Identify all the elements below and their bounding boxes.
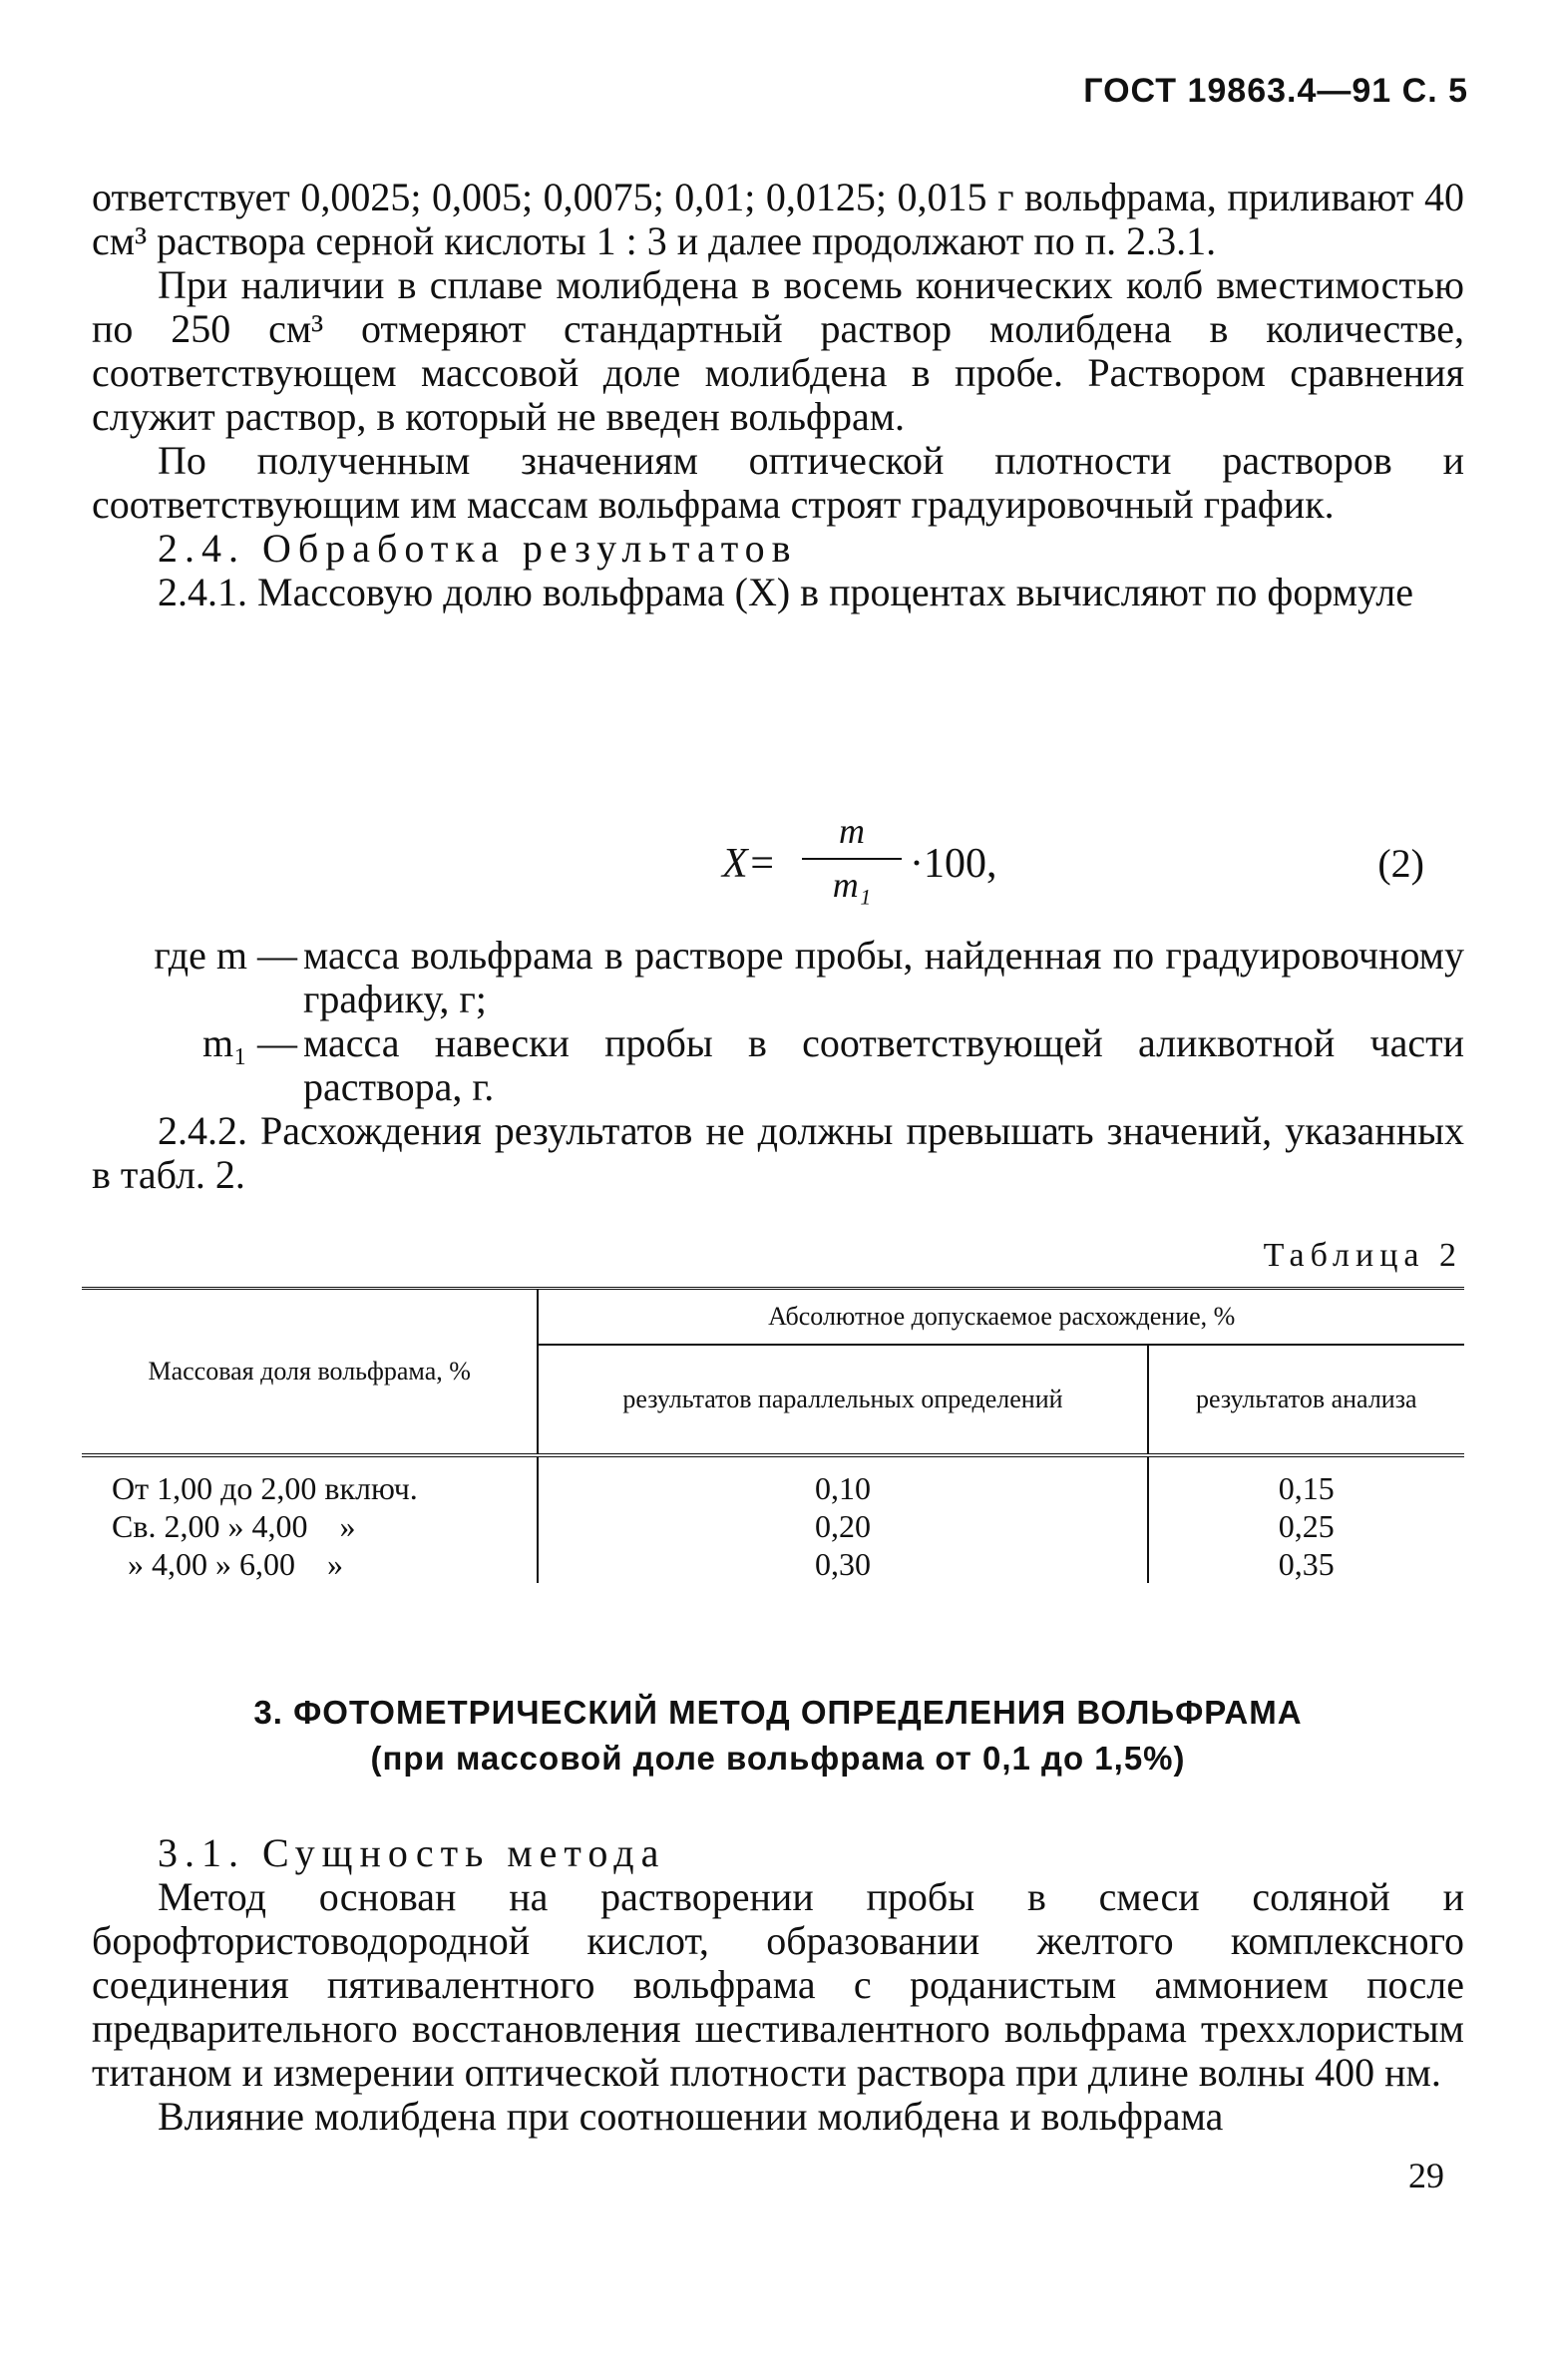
- paragraph-calibration-graph: По полученным значениям оптической плотности растворов и соответствующим им массам вольфрама строят градуировочный график.: [92, 438, 1464, 527]
- formula-denominator: m₁: [832, 865, 872, 905]
- page-number: 29: [1408, 2156, 1444, 2195]
- cell-range: Св. 2,00 » 4,00 »: [112, 1508, 356, 1544]
- col-header-parallel: результатов параллельных определений: [538, 1345, 1147, 1455]
- paragraph-molybdenum-influence: Влияние молибдена при соотношении молибдена и вольфрама: [158, 2094, 1224, 2139]
- col-header-analysis: результатов анализа: [1148, 1345, 1465, 1455]
- section-3-title: [92, 1690, 1464, 1782]
- table-2: [82, 1287, 1464, 1583]
- fraction-bar: [802, 858, 902, 860]
- section-title-line: 3. ФОТОМЕТРИЧЕСКИЙ МЕТОД ОПРЕДЕЛЕНИЯ ВОЛЬФРАМА: [253, 1694, 1303, 1731]
- paragraph-continuation: ответствует 0,0025; 0,005; 0,0075; 0,01; 0,0125; 0,015 г вольфрама, приливают 40 см³ раствора серной кислоты 1 : 3 и далее продолжают по п. 2.3.1.: [92, 175, 1464, 263]
- formula-fraction: [802, 810, 902, 906]
- subheading-3-1: 3.1. Сущность метода: [158, 1830, 666, 1875]
- cell-analysis: 0,35: [1148, 1545, 1465, 1583]
- cell-range: От 1,00 до 2,00 включ.: [112, 1470, 418, 1506]
- cell-range: » 4,00 » 6,00 »: [112, 1546, 343, 1582]
- definition-m1: [92, 1021, 1464, 1109]
- subheading-2-4: 2.4. Обработка результатов: [158, 526, 798, 571]
- cell-parallel: 0,20: [538, 1507, 1147, 1545]
- cell-parallel: 0,10: [538, 1469, 1147, 1507]
- formula-definitions: [92, 934, 1464, 1109]
- body-text-section-3: [92, 1831, 1464, 2139]
- table-header-row: [82, 1289, 1464, 1346]
- definition-m: [92, 934, 1464, 1021]
- body-text-2-4-2: [92, 1109, 1464, 1197]
- paragraph-method-essence: Метод основан на растворении пробы в смеси соляной и борофтористоводородной кислот, образовании желтого комплексного соединения пятивалентного вольфрама с роданистым аммонием после предварительного восстановления шестивалентного вольфрама треххлористым титаном и измерении оптической плотности раствора при длине волны 400 нм.: [92, 1874, 1464, 2095]
- table-row: [82, 1545, 1464, 1583]
- definition-term: m₁ —: [201, 1020, 297, 1065]
- paragraph-2-4-1: 2.4.1. Массовую долю вольфрама (X) в процентах вычисляют по формуле: [158, 570, 1413, 614]
- table-row: [82, 1507, 1464, 1545]
- table-row: [82, 1469, 1464, 1507]
- cell-analysis: 0,15: [1148, 1469, 1465, 1507]
- formula-lhs: X=: [722, 841, 776, 887]
- formula-rhs: ·100,: [910, 841, 997, 887]
- definition-text: масса вольфрама в растворе пробы, найденная по градуировочному графику, г;: [303, 933, 1464, 1021]
- cell-parallel: 0,30: [538, 1545, 1147, 1583]
- section-subtitle: (при массовой доле вольфрама от 0,1 до 1,5%): [370, 1740, 1186, 1777]
- page-header: ГОСТ 19863.4—91 С. 5: [1083, 72, 1468, 110]
- table-caption: Таблица 2: [1263, 1237, 1462, 1274]
- definition-term: где m —: [154, 933, 297, 978]
- col-header-mass-fraction: Массовая доля вольфрама, %: [82, 1289, 538, 1456]
- formula-numerator: m: [839, 811, 865, 851]
- body-text-top: [92, 176, 1464, 614]
- formula: [630, 810, 1049, 930]
- paragraph-molybdenum: При наличии в сплаве молибдена в восемь конических колб вместимостью по 250 см³ отмеряют стандартный раствор молибдена в количестве, соответствующем массовой доле молибдена в пробе. Раствором сравнения служит раствор, в который не введен вольфрам.: [92, 262, 1464, 439]
- cell-analysis: 0,25: [1148, 1507, 1465, 1545]
- definition-text: масса навески пробы в соответствующей аликвотной части раствора, г.: [303, 1020, 1464, 1109]
- paragraph-2-4-2: 2.4.2. Расхождения результатов не должны превышать значений, указанных в табл. 2.: [92, 1108, 1464, 1197]
- formula-row: [92, 810, 1464, 930]
- formula-number: (2): [1377, 841, 1424, 886]
- col-group-header: Абсолютное допускаемое расхождение, %: [538, 1289, 1464, 1346]
